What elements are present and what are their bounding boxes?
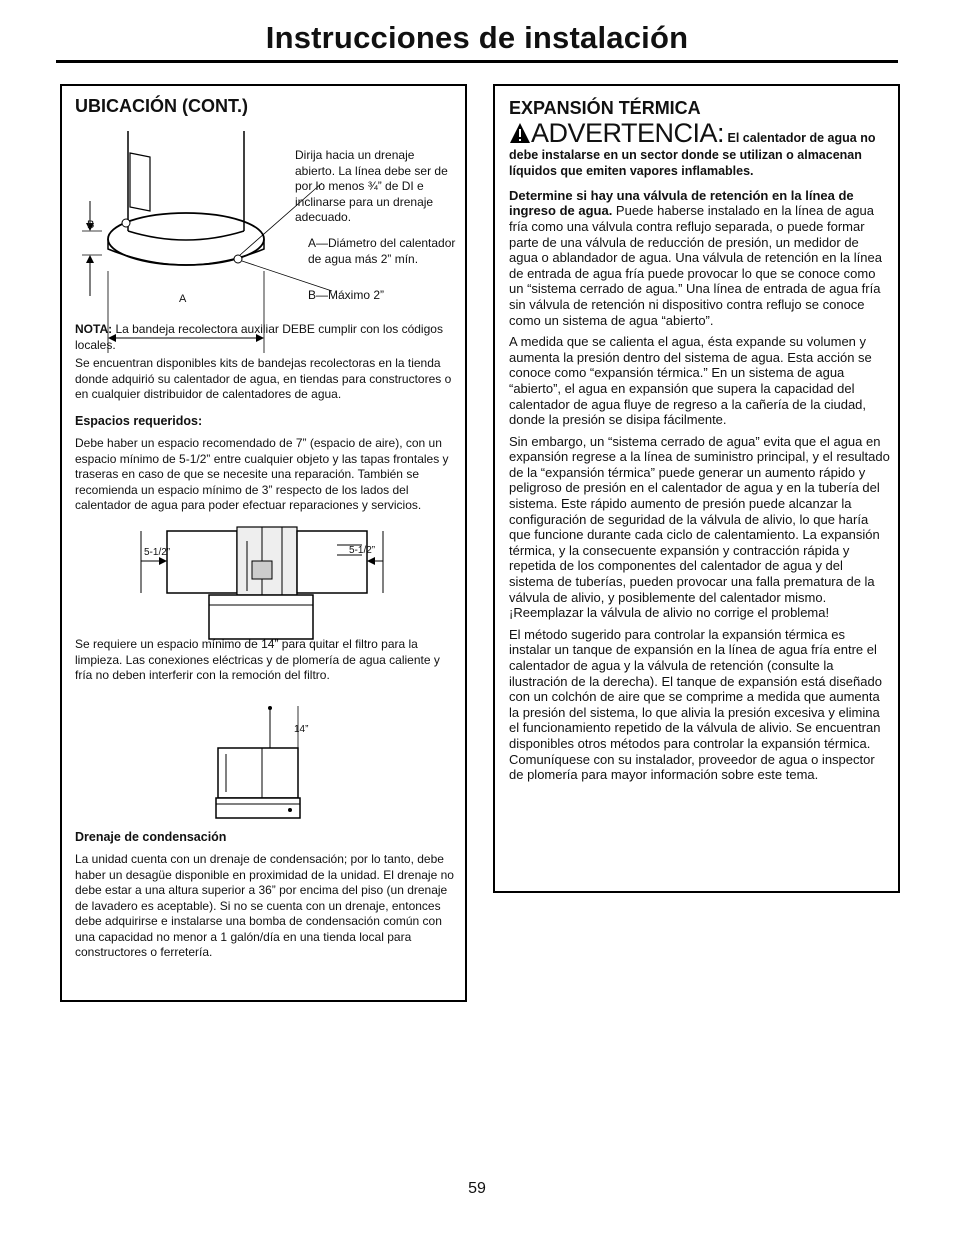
space-paragraph: Debe haber un espacio recomendado de 7” (espacio de aire), con un espacio mínimo de 5-1/2” entre cualquier objeto y las tapas frontales y traseras en caso de que se necesite una reparación. También se recomienda un espacio mínimo de 3” respecto de los lados del calentador de agua para poder efectuar reparaciones y servicios. bbox=[75, 436, 449, 512]
dim-left: 5-1/2” bbox=[144, 547, 171, 558]
location-heading: UBICACIÓN (CONT.) bbox=[75, 96, 248, 116]
p4: El método sugerido para controlar la expansión térmica es instalar un tanque de expansión en la línea de agua fría entre el calentador de agua y la válvula de retención (consulte la ilustración de la derecha). El tanque de expansión está diseñado con un colchón de aire que se comprime a medida que aumenta la presión del sistema, lo que alivia la presión excesiva y elimina el funcionamiento repetido de la válvula de alivio. Se encuentran disponibles otros métodos para controlar la expansión térmica. Comuníquese con su instalador, proveedor de agua o inspector de plomería para mayor información sobre este tema. bbox=[509, 626, 882, 783]
label-b: B bbox=[87, 219, 95, 231]
kits-paragraph: Se encuentran disponibles kits de bandejas recolectoras en la tienda donde adquirió su calentador de agua, en tiendas para constructores o en cualquier distribuidor de calentadores de agua. bbox=[75, 356, 452, 401]
page-title: Instrucciones de instalación bbox=[265, 20, 689, 55]
location-panel bbox=[60, 84, 467, 1002]
legend-a: A—Diámetro del calentador de agua más 2” mín. bbox=[308, 236, 456, 266]
p1-text: Puede haberse instalado en la línea de agua fría como una válvula contra reflujo separada, o puede formar parte de una válvula de reducción de presión, un medidor de agua o ablandador de agua. Una válvula de retención en la línea de entrada de agua fría puede provocar lo que se conoce como un “sistema cerrado de agua.” Una línea de entrada de agua fría sin válvula de retención ni dispositivo contra reflujo se conoce como un sistema de agua “abierto”. bbox=[509, 203, 882, 328]
dim-14: 14” bbox=[294, 724, 309, 735]
note-paragraph bbox=[75, 322, 455, 353]
thermal-heading: EXPANSIÓN TÉRMICA bbox=[509, 98, 701, 118]
drain-callout: Dirija hacia un drenaje abierto. La línea debe ser de por lo menos ¾” de DI e inclinarse para un drenaje adecuado. bbox=[295, 148, 448, 224]
page-number: 59 bbox=[468, 1180, 486, 1197]
warning-text: El calentador de agua no debe instalarse en un sector donde se utilizan o almacenan líquidos que emiten vapores inflamables. bbox=[509, 131, 876, 179]
warning-word: ADVERTENCIA: bbox=[531, 118, 725, 148]
drain-pan-diagram bbox=[82, 131, 292, 346]
p2: A medida que se calienta el agua, ésta expande su volumen y aumenta la presión dentro del sistema de agua. Esta acción se conoce como “expansión térmica.” En un sistema de agua “abierto”, el agua en expansión que supera la capacidad del calentador de agua fluye de regreso a la cañería de la ciudad, donde la presión se disipa fácilmente. bbox=[509, 334, 872, 428]
dim-right: 5-1/2” bbox=[349, 545, 376, 556]
condensate-paragraph: La unidad cuenta con un drenaje de condensación; por lo tanto, debe haber un desagüe disponible en proximidad de la unidad. El drenaje no debe estar a una altura superior a 36” por encima del piso (un drenaje de lavadero es aceptable). Si no se cuenta con un drenaje, entonces debe adquirirse e instalarse una bomba de condensación común con una capacidad no menor a 1 galón/día en una tienda local para constructores o ferretería. bbox=[75, 852, 454, 959]
condensate-heading: Drenaje de condensación bbox=[75, 830, 227, 844]
note-text: La bandeja recolectora auxiliar DEBE cumplir con los códigos locales. bbox=[75, 322, 443, 352]
space-heading: Espacios requeridos: bbox=[75, 414, 203, 428]
filter-diagram bbox=[212, 704, 302, 819]
warning-block bbox=[509, 120, 890, 789]
note-label: NOTA: bbox=[75, 322, 113, 336]
thermal-expansion-panel bbox=[493, 84, 900, 893]
warning-triangle-icon bbox=[509, 122, 531, 144]
legend-b: B—Máximo 2” bbox=[308, 288, 385, 302]
p1-bold: Determine si hay una válvula de retención en la línea de ingreso de agua. bbox=[509, 187, 854, 219]
p3: Sin embargo, un “sistema cerrado de agua” evita que el agua en expansión regrese a la línea de suministro principal, y el resultado de la “expansión térmica” puede generar un aumento rápido y peligroso de presión en el calentador de agua y en la tubería del sistema. Este rápido aumento de presión puede alcanzar la configuración de seguridad de la válvula de alivio, lo que haría que funcione durante cada ciclo de calentamiento. La expansión térmica, y la consecuente expansión y contracción rápida y repetida de los componentes del calentador de agua y del sistema de tuberías, pueden provocar una falla prematura de la válvula de alivio, y posiblemente del calentador mismo. ¡Reemplazar la válvula de alivio no corrige el problema! bbox=[509, 433, 890, 621]
title-rule bbox=[56, 60, 898, 63]
clearance-diagram bbox=[137, 521, 387, 639]
filter-paragraph: Se requiere un espacio mínimo de 14” para quitar el filtro para la limpieza. Las conexiones eléctricas y de plomería de agua caliente y fría no deben interferir con la remoción del filtro. bbox=[75, 637, 440, 682]
label-a: A bbox=[179, 293, 187, 305]
